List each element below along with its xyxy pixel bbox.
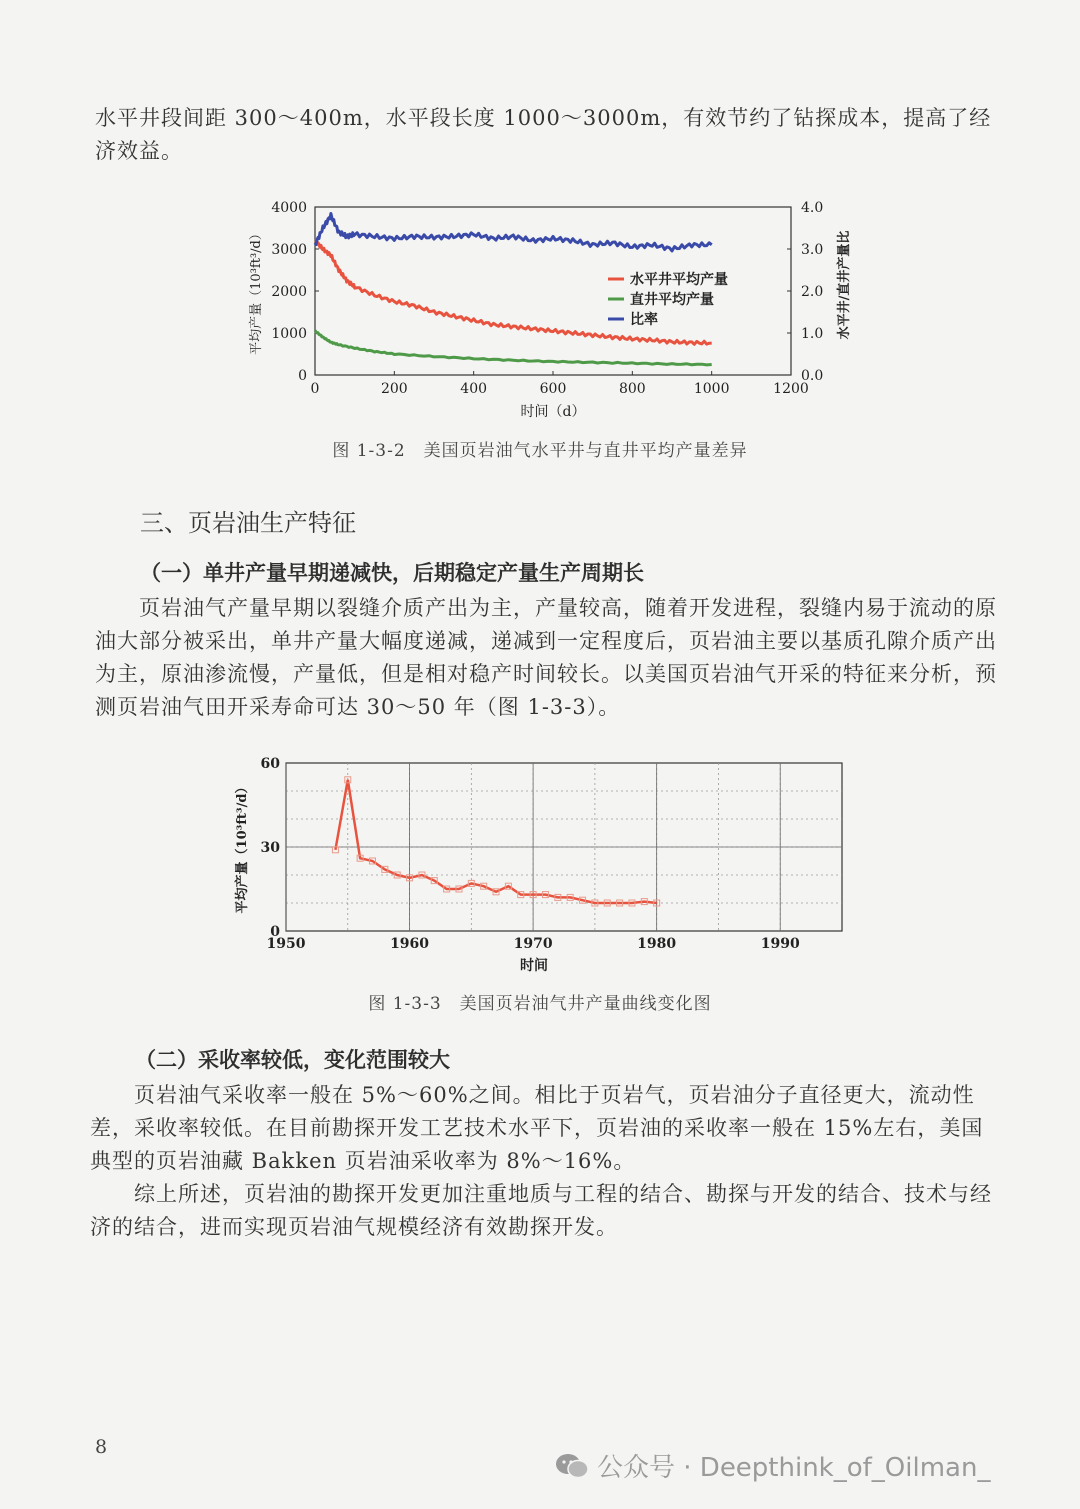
chart1-xlabel: 时间（d） bbox=[520, 404, 586, 420]
chart2-y-tick-label: 0 bbox=[270, 924, 280, 940]
chart1-y2-tick-label: 3.0 bbox=[801, 242, 824, 258]
chart1-x-tick-label: 0 bbox=[310, 381, 320, 397]
chart2-series bbox=[332, 777, 659, 906]
chart1-y2label: 水平井/直井产量比 bbox=[837, 230, 852, 340]
subsection-2-paragraph-2: 综上所述，页岩油的勘探开发更加注重地质与工程的结合、勘探与开发的结合、技术与经济的结合，进而实现页岩油气规模经济有效勘探开发。 bbox=[90, 1182, 992, 1239]
chart2-series-line bbox=[335, 780, 656, 903]
subsection-1-heading: （一）单井产量早期递减快，后期稳定产量生产周期长 bbox=[140, 560, 644, 585]
chart1-legend-label: 水平井平均产量 bbox=[630, 272, 728, 288]
chart1-x-tick-label: 800 bbox=[618, 381, 646, 397]
intro-paragraph: 水平井段间距 300～400m，水平段长度 1000～3000m，有效节约了钻探成本，提高了经济效益。 bbox=[95, 106, 992, 163]
chart1-legend bbox=[608, 271, 728, 328]
chart2-x-tick-label: 1960 bbox=[390, 936, 430, 952]
chart1-plot-frame bbox=[315, 207, 791, 375]
chart1-series-line bbox=[315, 214, 712, 251]
chart2-x-tick-label: 1950 bbox=[266, 936, 306, 952]
chart1-y-tick-label: 1000 bbox=[271, 326, 307, 342]
figure-2-caption: 图 1-3-3 美国页岩油气井产量曲线变化图 bbox=[368, 994, 712, 1014]
figure-2-chart bbox=[230, 745, 860, 980]
chart2-x-tick-label: 1990 bbox=[760, 936, 800, 952]
chart1-series bbox=[315, 214, 712, 365]
chart1-y2-tick-label: 4.0 bbox=[801, 200, 824, 216]
chart1-x-tick-label: 1200 bbox=[773, 381, 809, 397]
chart1-y-tick-label: 3000 bbox=[271, 242, 307, 258]
chart1-legend-label: 直井平均产量 bbox=[630, 292, 714, 308]
chart1-x-tick-label: 400 bbox=[460, 381, 488, 397]
chart1-x-tick-label: 200 bbox=[380, 381, 408, 397]
chart1-x-tick-label: 600 bbox=[539, 381, 567, 397]
chart2-ylabel: 平均产量（10³ft³/d） bbox=[235, 780, 250, 914]
chart1-y2-ticks bbox=[787, 200, 823, 384]
chart1-y-tick-label: 2000 bbox=[271, 284, 307, 300]
chart1-y-ticks bbox=[271, 200, 319, 384]
chart1-ylabel: 平均产量（10³ft³/d） bbox=[249, 227, 264, 355]
subsection-1-paragraph: 页岩油气产量早期以裂缝介质产出为主，产量较高，随着开发进程，裂缝内易于流动的原油大部分被采出，单井产量大幅度递减，递减到一定程度后，页岩油主要以基质孔隙介质产出为主，原油渗流慢，产量低，但是相对稳产时间较长。以美国页岩油气开采的特征来分析，预测页岩油气田开采寿命可达 30～50 年（图 1-3-3）。 bbox=[95, 596, 997, 719]
watermark-text: 公众号 · Deepthink_of_Oilman_ bbox=[597, 1453, 991, 1483]
page-number: 8 bbox=[95, 1436, 108, 1458]
chart1-y2-tick-label: 0.0 bbox=[801, 368, 824, 384]
chart1-y2-tick-label: 1.0 bbox=[801, 326, 824, 342]
chart1-series-line bbox=[315, 331, 712, 365]
figure-1-caption: 图 1-3-2 美国页岩油气水平井与直井平均产量差异 bbox=[332, 441, 748, 461]
chart1-legend-label: 比率 bbox=[630, 312, 658, 328]
chart2-y-tick-label: 30 bbox=[260, 840, 280, 856]
chart2-x-tick-label: 1980 bbox=[637, 936, 677, 952]
wechat-icon bbox=[555, 1452, 589, 1480]
chart1-y2-tick-label: 2.0 bbox=[801, 284, 824, 300]
chart2-x-tick-label: 1970 bbox=[513, 936, 553, 952]
chart1-x-tick-label: 1000 bbox=[693, 381, 730, 397]
chart2-xlabel: 时间 bbox=[520, 958, 548, 974]
subsection-2-paragraph-1: 页岩油气采收率一般在 5%～60%之间。相比于页岩气，页岩油分子直径更大，流动性差，采收率较低。在目前勘探开发工艺技术水平下，页岩油的采收率一般在 15%左右，美国典型的页岩油藏 Bakken 页岩油采收率为 8%～16%。 bbox=[90, 1083, 984, 1173]
section-title: 三、页岩油生产特征 bbox=[140, 509, 356, 537]
figure-1-chart bbox=[230, 195, 870, 425]
chart1-y-tick-label: 4000 bbox=[271, 200, 307, 216]
chart1-y-tick-label: 0 bbox=[298, 368, 307, 384]
subsection-2-heading: （二）采收率较低，变化范围较大 bbox=[135, 1047, 450, 1072]
chart2-y-tick-label: 60 bbox=[260, 756, 280, 772]
watermark bbox=[555, 1447, 990, 1484]
